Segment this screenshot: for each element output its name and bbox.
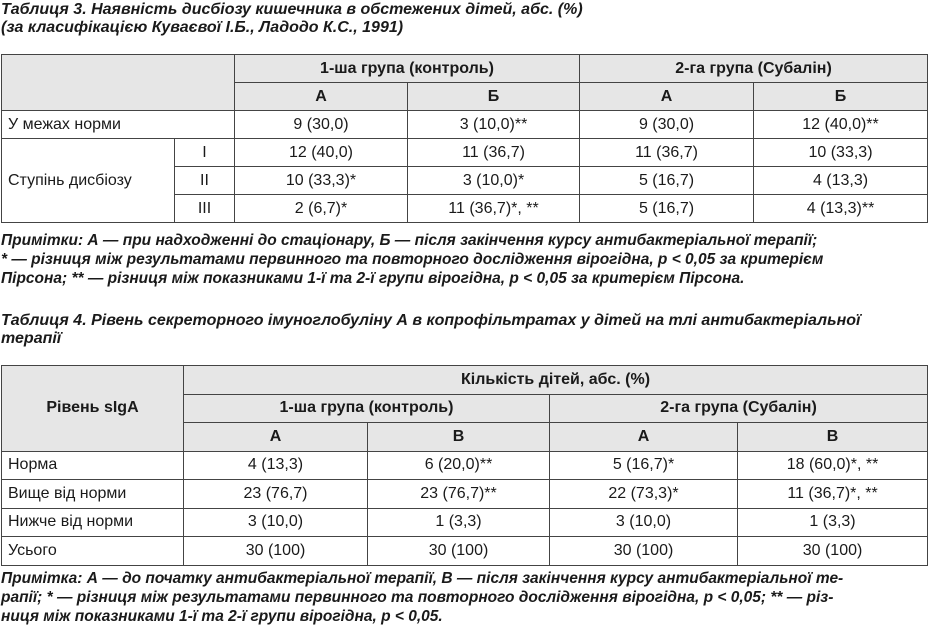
table4-cell: 1 (3,3) bbox=[368, 508, 550, 537]
table4-cell: 22 (73,3)* bbox=[550, 480, 738, 509]
table3-cell: 2 (6,7)* bbox=[235, 195, 408, 223]
table3-cell: 12 (40,0)** bbox=[754, 111, 928, 139]
table3 bbox=[1, 54, 928, 223]
table3-row-degree-1 bbox=[2, 139, 928, 167]
table3-row-norm bbox=[2, 111, 928, 139]
table3-cell: 5 (16,7) bbox=[580, 167, 754, 195]
table4-cell: 30 (100) bbox=[368, 537, 550, 566]
table3-note-line: * — різниця між результатами первинного та повторного дослідження вірогідна, р < 0,05 за критерієм bbox=[1, 251, 824, 268]
table4-cell: 3 (10,0) bbox=[550, 508, 738, 537]
table3-cell: 10 (33,3)* bbox=[235, 167, 408, 195]
table3-notes bbox=[1, 231, 823, 288]
table4-row-label: Вище від норми bbox=[2, 480, 184, 509]
table3-caption-line1: Таблиця 3. Наявність дисбіозу кишечника в обстежених дітей, абс. (%) bbox=[1, 1, 583, 18]
table3-degree-label: III bbox=[175, 195, 235, 223]
table4-caption-line1: Таблиця 4. Рівень секреторного імуноглобуліну А в копрофільтратах у дітей на тлі антибактеріальної bbox=[1, 312, 861, 329]
table3-cell: 9 (30,0) bbox=[235, 111, 408, 139]
table3-cell: 12 (40,0) bbox=[235, 139, 408, 167]
table3-cell: 3 (10,0)* bbox=[408, 167, 580, 195]
table4-cell: 4 (13,3) bbox=[184, 451, 368, 480]
table4-cell: 30 (100) bbox=[184, 537, 368, 566]
table3-cell: 10 (33,3) bbox=[754, 139, 928, 167]
table4-header-row-count bbox=[2, 366, 928, 395]
table4-note-line: ниця між показниками 1-ї та 2-ї групи вірогідна, р < 0,05. bbox=[1, 608, 443, 625]
table4-row bbox=[2, 480, 928, 509]
table4-level-header: Рівень sIgA bbox=[2, 366, 184, 452]
table3-dysbiosis-label: Ступінь дисбіозу bbox=[2, 139, 175, 223]
table4-row-label: Нижче від норми bbox=[2, 508, 184, 537]
table3-group2-header: 2-га група (Субалін) bbox=[580, 55, 928, 83]
table3-subheader: А bbox=[580, 83, 754, 111]
table4-cell: 1 (3,3) bbox=[738, 508, 928, 537]
table4-group2-header: 2-га група (Субалін) bbox=[550, 394, 928, 423]
table3-subheader: Б bbox=[408, 83, 580, 111]
table3-subheader: А bbox=[235, 83, 408, 111]
table4-row bbox=[2, 508, 928, 537]
table3-cell: 11 (36,7) bbox=[408, 139, 580, 167]
table4-count-header: Кількість дітей, абс. (%) bbox=[184, 366, 928, 395]
table3-cell: 5 (16,7) bbox=[580, 195, 754, 223]
table3-corner-cell bbox=[2, 55, 235, 111]
table3-cell: 4 (13,3) bbox=[754, 167, 928, 195]
table4-subheader: В bbox=[738, 423, 928, 452]
table4-row-label: Норма bbox=[2, 451, 184, 480]
table4-cell: 6 (20,0)** bbox=[368, 451, 550, 480]
table4-row bbox=[2, 537, 928, 566]
table4-subheader: В bbox=[368, 423, 550, 452]
table4-cell: 23 (76,7) bbox=[184, 480, 368, 509]
table4-caption-line2: терапії bbox=[1, 330, 62, 347]
table4-cell: 23 (76,7)** bbox=[368, 480, 550, 509]
table4-row-label: Усього bbox=[2, 537, 184, 566]
table3-cell: 11 (36,7)*, ** bbox=[408, 195, 580, 223]
table4-subheader: А bbox=[550, 423, 738, 452]
table3-header-row-groups bbox=[2, 55, 928, 83]
table4-caption bbox=[1, 312, 860, 348]
table4 bbox=[1, 365, 928, 566]
table3-cell: 11 (36,7) bbox=[580, 139, 754, 167]
table4-note-line: Примітка: А — до початку антибактеріальної терапії, В — після закінчення курсу антибактеріальної те- bbox=[1, 570, 844, 587]
table3-caption bbox=[1, 1, 583, 37]
table4-subheader: А bbox=[184, 423, 368, 452]
table4-cell: 30 (100) bbox=[738, 537, 928, 566]
table4-cell: 30 (100) bbox=[550, 537, 738, 566]
table3-caption-line2: (за класифікацією Куваєвої І.Б., Ладодо К.С., 1991) bbox=[1, 19, 404, 36]
table4-group1-header: 1-ша група (контроль) bbox=[184, 394, 550, 423]
table4-cell: 11 (36,7)*, ** bbox=[738, 480, 928, 509]
table3-group1-header: 1-ша група (контроль) bbox=[235, 55, 580, 83]
table3-degree-label: I bbox=[175, 139, 235, 167]
table3-note-line: Пірсона; ** — різниця між показниками 1-ї та 2-ї групи вірогідна, р < 0,05 за критерієм Пірсона. bbox=[1, 270, 745, 287]
table4-cell: 5 (16,7)* bbox=[550, 451, 738, 480]
table3-degree-label: II bbox=[175, 167, 235, 195]
table3-subheader: Б bbox=[754, 83, 928, 111]
table4-cell: 3 (10,0) bbox=[184, 508, 368, 537]
table3-row-label: У межах норми bbox=[2, 111, 235, 139]
table4-cell: 18 (60,0)*, ** bbox=[738, 451, 928, 480]
table4-note-line: рапії; * — різниця між результатами первинного та повторного дослідження вірогідна, р < 0,05; ** — різ- bbox=[1, 589, 834, 606]
table3-cell: 9 (30,0) bbox=[580, 111, 754, 139]
table3-cell: 4 (13,3)** bbox=[754, 195, 928, 223]
table4-notes bbox=[1, 569, 843, 626]
table4-row bbox=[2, 451, 928, 480]
table3-note-line: Примітки: А — при надходженні до стаціонару, Б — після закінчення курсу антибактеріальної терапії; bbox=[1, 232, 818, 249]
table3-cell: 3 (10,0)** bbox=[408, 111, 580, 139]
